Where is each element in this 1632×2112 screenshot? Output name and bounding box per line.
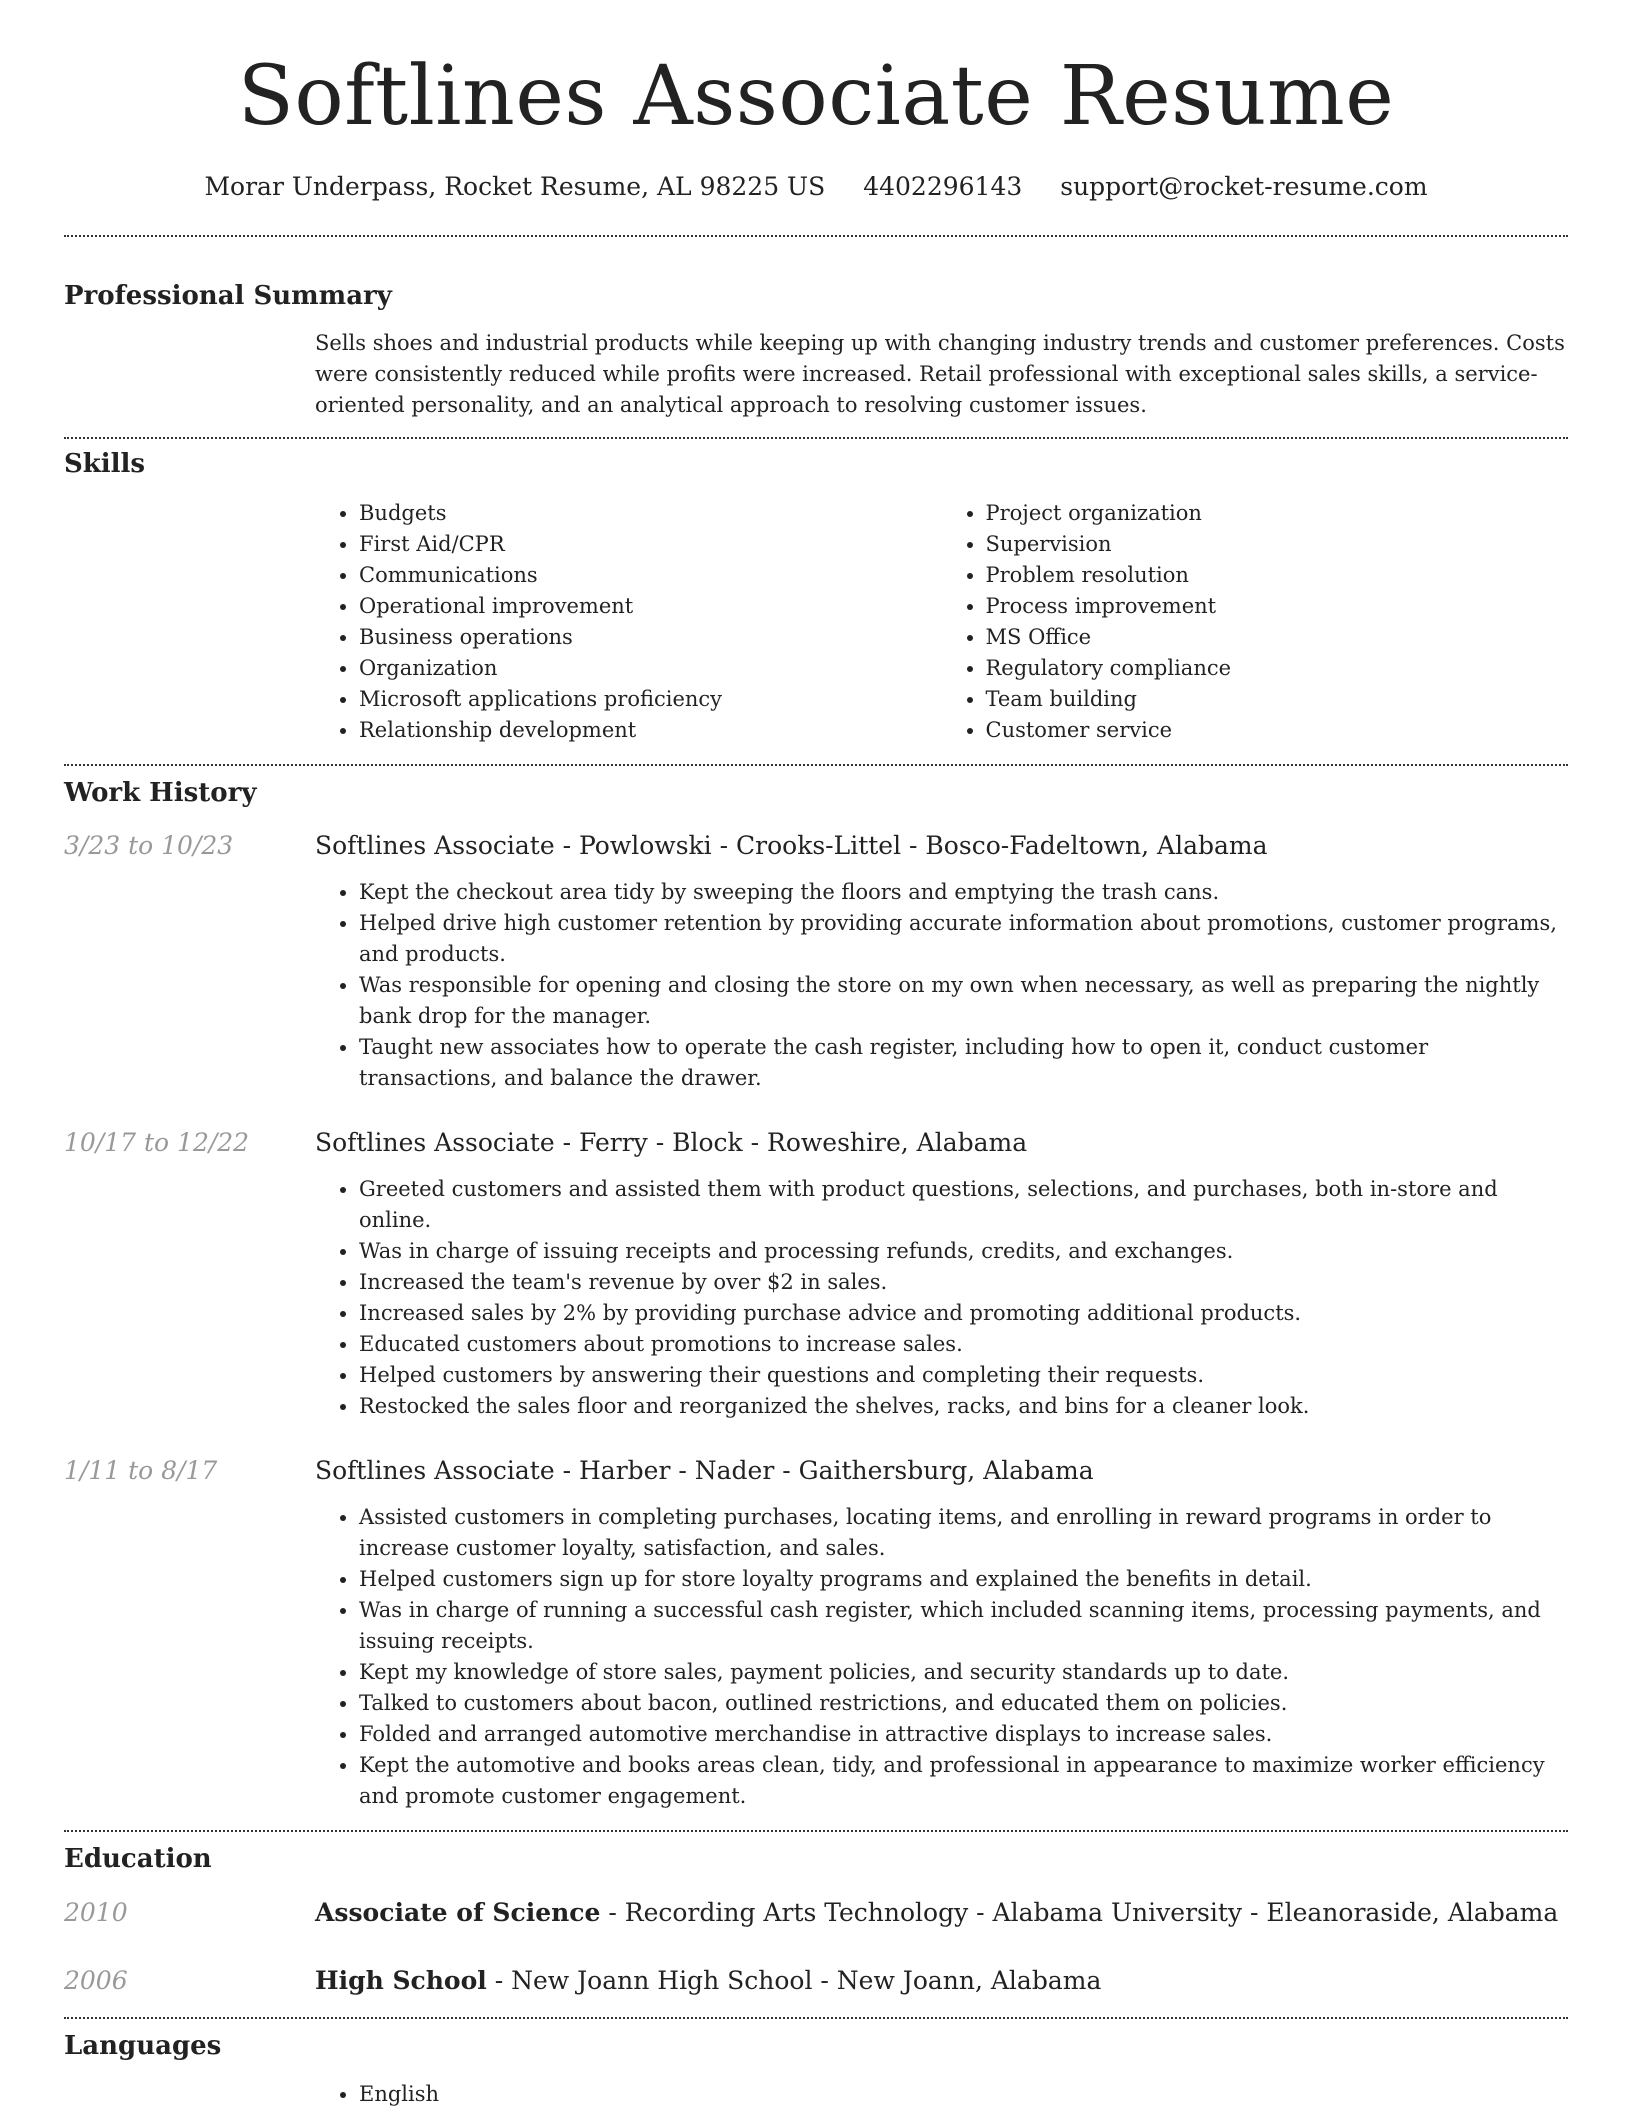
- job-bullet: • Increased sales by 2% by providing purchase advice and promoting additional products.: [359, 1298, 1568, 1329]
- skill-item: • Budgets: [359, 498, 942, 529]
- skill-item: • Business operations: [359, 622, 942, 653]
- skills-section: [64, 439, 1568, 763]
- job-bullets: [315, 1502, 1568, 1812]
- resume-title: Softlines Associate Resume: [237, 49, 1395, 144]
- job-bullets: [315, 1174, 1568, 1422]
- languages-list: [315, 2079, 1568, 2110]
- contact-address: Morar Underpass, Rocket Resume, AL 98225 US: [204, 172, 826, 202]
- education-degree: Associate of Science: [315, 1897, 601, 1927]
- job-entry: [64, 1127, 1568, 1422]
- job-bullet: • Greeted customers and assisted them with product questions, selections, and purchases, both in-store and online.: [359, 1174, 1568, 1236]
- skill-item: • Problem resolution: [986, 560, 1569, 591]
- section-heading-education: Education: [64, 1843, 212, 1874]
- summary-section: [64, 237, 1568, 437]
- contact-phone: 4402296143: [863, 172, 1023, 202]
- job-body: [315, 1127, 1568, 1422]
- skill-item: • Process improvement: [986, 591, 1569, 622]
- job-bullet: • Educated customers about promotions to increase sales.: [359, 1329, 1568, 1360]
- job-bullet: • Talked to customers about bacon, outlined restrictions, and educated them on policies.: [359, 1688, 1568, 1719]
- job-dates: 1/11 to 8/17: [64, 1455, 218, 1485]
- education-entry: [64, 1897, 1568, 1929]
- job-bullet: • Restocked the sales floor and reorganized the shelves, racks, and bins for a cleaner look.: [359, 1391, 1568, 1422]
- job-title: Softlines Associate - Powlowski - Crooks-Littel - Bosco-Fadeltown, Alabama: [315, 830, 1268, 860]
- job-bullet: • Helped drive high customer retention by providing accurate information about promotions, customer programs, and products.: [359, 908, 1568, 970]
- section-heading-languages: Languages: [64, 2030, 222, 2061]
- education-title: [315, 1897, 1568, 1929]
- job-bullet: • Kept the checkout area tidy by sweeping the floors and emptying the trash cans.: [359, 877, 1568, 908]
- skill-item: • Organization: [359, 653, 942, 684]
- skill-item: • Microsoft applications proficiency: [359, 684, 942, 715]
- skill-item: • First Aid/CPR: [359, 529, 942, 560]
- skills-list-left: [315, 498, 942, 746]
- skill-item: • Team building: [986, 684, 1569, 715]
- job-body: [315, 1455, 1568, 1812]
- job-title: Softlines Associate - Harber - Nader - Gaithersburg, Alabama: [315, 1455, 1094, 1485]
- section-heading-summary: Professional Summary: [64, 281, 392, 312]
- job-bullet: • Increased the team's revenue by over $2 in sales.: [359, 1267, 1568, 1298]
- section-heading-work: Work History: [64, 777, 257, 808]
- contact-email[interactable]: support@rocket-resume.com: [1060, 172, 1428, 202]
- job-dates: 3/23 to 10/23: [64, 830, 234, 860]
- skill-item: • Project organization: [986, 498, 1569, 529]
- education-year: 2006: [64, 1965, 128, 1995]
- contact-line: [64, 172, 1568, 201]
- section-heading-skills: Skills: [64, 449, 146, 480]
- skill-item: • Communications: [359, 560, 942, 591]
- job-bullet: • Taught new associates how to operate the cash register, including how to open it, conduct customer transactions, and balance the drawer.: [359, 1032, 1568, 1094]
- job-bullet: • Folded and arranged automotive merchandise in attractive displays to increase sales.: [359, 1719, 1568, 1750]
- job-body: [315, 830, 1568, 1094]
- job-dates: 10/17 to 12/22: [64, 1127, 250, 1157]
- education-entry: [64, 1965, 1568, 1997]
- job-bullet: • Kept my knowledge of store sales, payment policies, and security standards up to date.: [359, 1657, 1568, 1688]
- skill-item: • Operational improvement: [359, 591, 942, 622]
- education-details: - Recording Arts Technology - Alabama University - Eleanoraside, Alabama: [600, 1897, 1559, 1927]
- education-section: [64, 1832, 1568, 2017]
- skill-item: • Supervision: [986, 529, 1569, 560]
- skill-item: • Relationship development: [359, 715, 942, 746]
- job-bullet: • Kept the automotive and books areas clean, tidy, and professional in appearance to maximize worker efficiency and promote customer engagement.: [359, 1750, 1568, 1812]
- job-bullets: [315, 877, 1568, 1094]
- education-details: - New Joann High School - New Joann, Alabama: [486, 1965, 1102, 1995]
- job-bullet: • Was responsible for opening and closing the store on my own when necessary, as well as preparing the nightly bank drop for the manager.: [359, 970, 1568, 1032]
- skill-item: • Customer service: [986, 715, 1569, 746]
- job-bullet: • Was in charge of running a successful cash register, which included scanning items, processing payments, and issuing receipts.: [359, 1595, 1568, 1657]
- job-entry: [64, 1455, 1568, 1812]
- job-title: Softlines Associate - Ferry - Block - Roweshire, Alabama: [315, 1127, 1028, 1157]
- summary-text: Sells shoes and industrial products while keeping up with changing industry trends and customer preferences. Costs were consistently reduced while profits were increased. Retail professional with exceptional sales skills, a service-oriented personality, and an analytical approach to resolving customer issues.: [315, 331, 1565, 418]
- education-year: 2010: [64, 1897, 128, 1927]
- job-bullet: • Was in charge of issuing receipts and processing refunds, credits, and exchanges.: [359, 1236, 1568, 1267]
- language-item: • English: [359, 2079, 1568, 2110]
- education-degree: High School: [315, 1965, 487, 1995]
- skill-item: • Regulatory compliance: [986, 653, 1569, 684]
- job-bullet: • Helped customers sign up for store loyalty programs and explained the benefits in detail.: [359, 1564, 1568, 1595]
- job-bullet: • Helped customers by answering their questions and completing their requests.: [359, 1360, 1568, 1391]
- skill-item: • MS Office: [986, 622, 1569, 653]
- job-bullet: • Assisted customers in completing purchases, locating items, and enrolling in reward programs in order to increase customer loyalty, satisfaction, and sales.: [359, 1502, 1568, 1564]
- work-history-section: [64, 766, 1568, 1830]
- languages-section: [64, 2019, 1568, 2110]
- skills-list-right: [942, 498, 1569, 746]
- education-title: [315, 1965, 1568, 1997]
- job-entry: [64, 830, 1568, 1094]
